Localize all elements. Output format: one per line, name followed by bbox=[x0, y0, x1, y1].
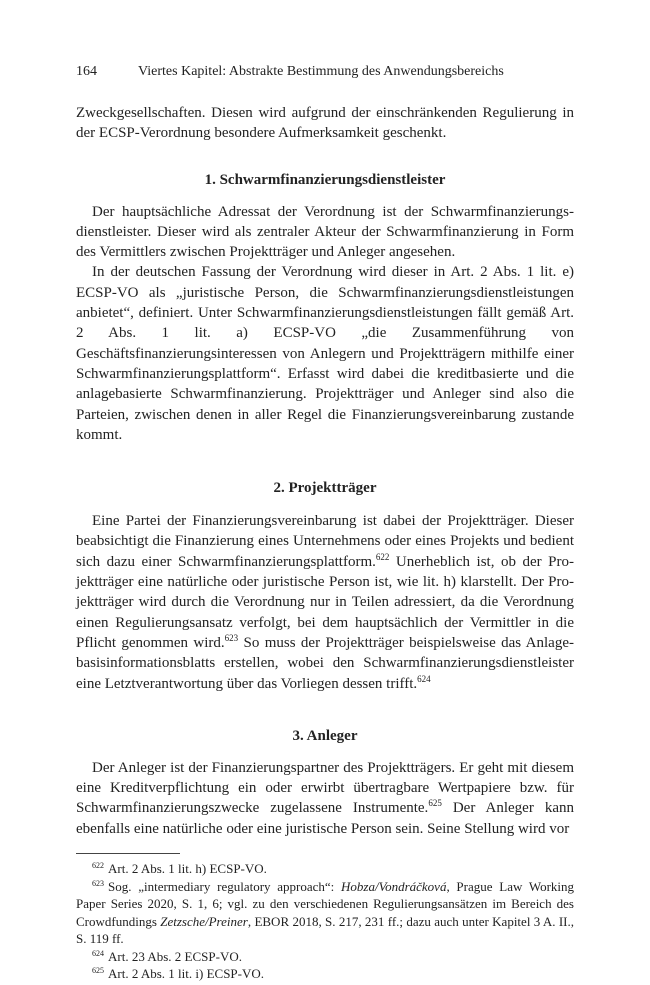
footnote-text: , Prague Law Working Paper Series 2020, S. 1, 6; vgl. zu den verschiedenen Regulierungsansätzen im Bereich des Crowdfundings bbox=[76, 878, 575, 929]
footnote-622 bbox=[76, 860, 574, 878]
text-run: Eine Partei der Finanzierungsvereinbarung ist dabei der Projektträger. Dieser beabsichtigt die Finanzierung eines Unternehmens oder eines Projekts und bedient sich dazu einer Schwarmfinanzierungsplattform. bbox=[76, 513, 574, 570]
footnote-ref[interactable]: 625 bbox=[428, 798, 442, 809]
text-run: Unerheblich ist, ob der Projektträger eine natürliche oder juristische Person ist, wie lit. h) klarstellt. Der Projektträger wird durch die Verordnung nur in Teilen adressiert, da die Verordnung einen Regulierungsansatz verfolgt, bei dem hauptsächlich der Vermittler in die Pflicht genommen wird. bbox=[76, 553, 574, 651]
section-heading-2: 2. Projektträger bbox=[273, 480, 377, 497]
page-number: 164 bbox=[76, 64, 97, 79]
footnote-ref[interactable]: 623 bbox=[224, 632, 239, 643]
footnote-text: , EBOR 2018, S. 217, 231 ff.; dazu auch unter Kapitel 3 A. II., S. 119 ff. bbox=[76, 913, 575, 947]
footnote-ref[interactable]: 624 bbox=[417, 673, 431, 684]
section-2-paragraph-1 bbox=[76, 511, 574, 694]
main-text bbox=[76, 103, 574, 983]
text-run: Der Anleger ist der Finanzierungspartner des Projektträgers. Er geht mit diesem eine Kreditverpflichtung ein oder erwirbt übertragbare Wertpapiere bzw. für Schwarmfinanzierungszwecke zugelassene Instrumente. bbox=[76, 759, 574, 817]
footnote-text: Sog. „intermediary regulatory approach“: bbox=[108, 878, 342, 894]
footnote-ref[interactable]: 622 bbox=[375, 551, 390, 562]
footnote-text: Art. 2 Abs. 1 lit. i) ECSP-VO. bbox=[108, 966, 265, 982]
footnote-text: Art. 23 Abs. 2 ECSP-VO. bbox=[108, 948, 242, 964]
footnote-624 bbox=[76, 948, 574, 966]
section-heading-1: 1. Schwarmfinanzierungsdienstleister bbox=[204, 171, 446, 188]
footnote-number: 622 bbox=[92, 861, 104, 871]
footnote-divider bbox=[76, 853, 180, 854]
section-3-paragraph-1 bbox=[76, 758, 574, 839]
running-header bbox=[76, 64, 574, 80]
footnote-number: 625 bbox=[92, 966, 104, 976]
section-1-paragraph-2: In der deutschen Fassung der Verordnung wird dieser in Art. 2 Abs. 1 lit. e) ECSP-VO als „juristische Person, die Schwarmfinanzierungsdienstleistungen anbietet“, definiert. Unter Schwarmfinanzierungsdienstleistungen fällt gemäß Art. 2 Abs. 1 lit. a) ECSP-VO „die Zusammenführung von Geschäftsfinanzierungsinteressen von Anlegern und Projektträgern mithilfe einer Schwarmfinanzierungsplattform“. Erfasst wird dabei die kreditbasierte und die anlagebasierte Schwarmfinanzierung. Projektträger und Anleger sind also die Parteien, zwischen denen in aller Regel die Finanzierungsvereinbarung zustande kommt. bbox=[76, 264, 574, 443]
text-run: So muss der Projektträger beispielsweise das Anlagebasisinformationsblatts erstellen, wobei den Schwarmfinanzierungsdienstleister eine Letztverantwortung über das Vorliegen dessen trifft. bbox=[76, 634, 574, 692]
running-title: Viertes Kapitel: Abstrakte Bestimmung des Anwendungsbereichs bbox=[138, 64, 504, 79]
footnote-623 bbox=[76, 878, 574, 948]
footnote-text: Art. 2 Abs. 1 lit. h) ECSP-VO. bbox=[108, 861, 267, 877]
footnote-number: 624 bbox=[92, 948, 104, 958]
section-heading-3: 3. Anleger bbox=[292, 727, 358, 744]
section-1-paragraph-1: Der hauptsächliche Adressat der Verordnung ist der Schwarmfinanzierungsdienstleister. Dieser wird als zentraler Akteur der Schwarmfinanzierung in Form des Vermittlers zwischen Projektträger und Anleger angesehen. bbox=[76, 203, 574, 261]
footnote-625 bbox=[76, 965, 574, 983]
author-name: Zetzsche/Preiner bbox=[160, 913, 248, 929]
footnotes bbox=[76, 860, 574, 983]
footnote-number: 623 bbox=[92, 878, 104, 888]
author-name: Hobza/Vondráčková bbox=[341, 878, 447, 894]
text-run: Der Anleger kann ebenfalls eine natürliche oder eine juristische Person sein. Seine Stellung wird vor bbox=[76, 800, 574, 837]
intro-paragraph: Zweckgesellschaften. Diesen wird aufgrund der einschränkenden Regulierung in der ECSP-Verordnung besondere Aufmerksamkeit geschenkt. bbox=[76, 105, 574, 142]
